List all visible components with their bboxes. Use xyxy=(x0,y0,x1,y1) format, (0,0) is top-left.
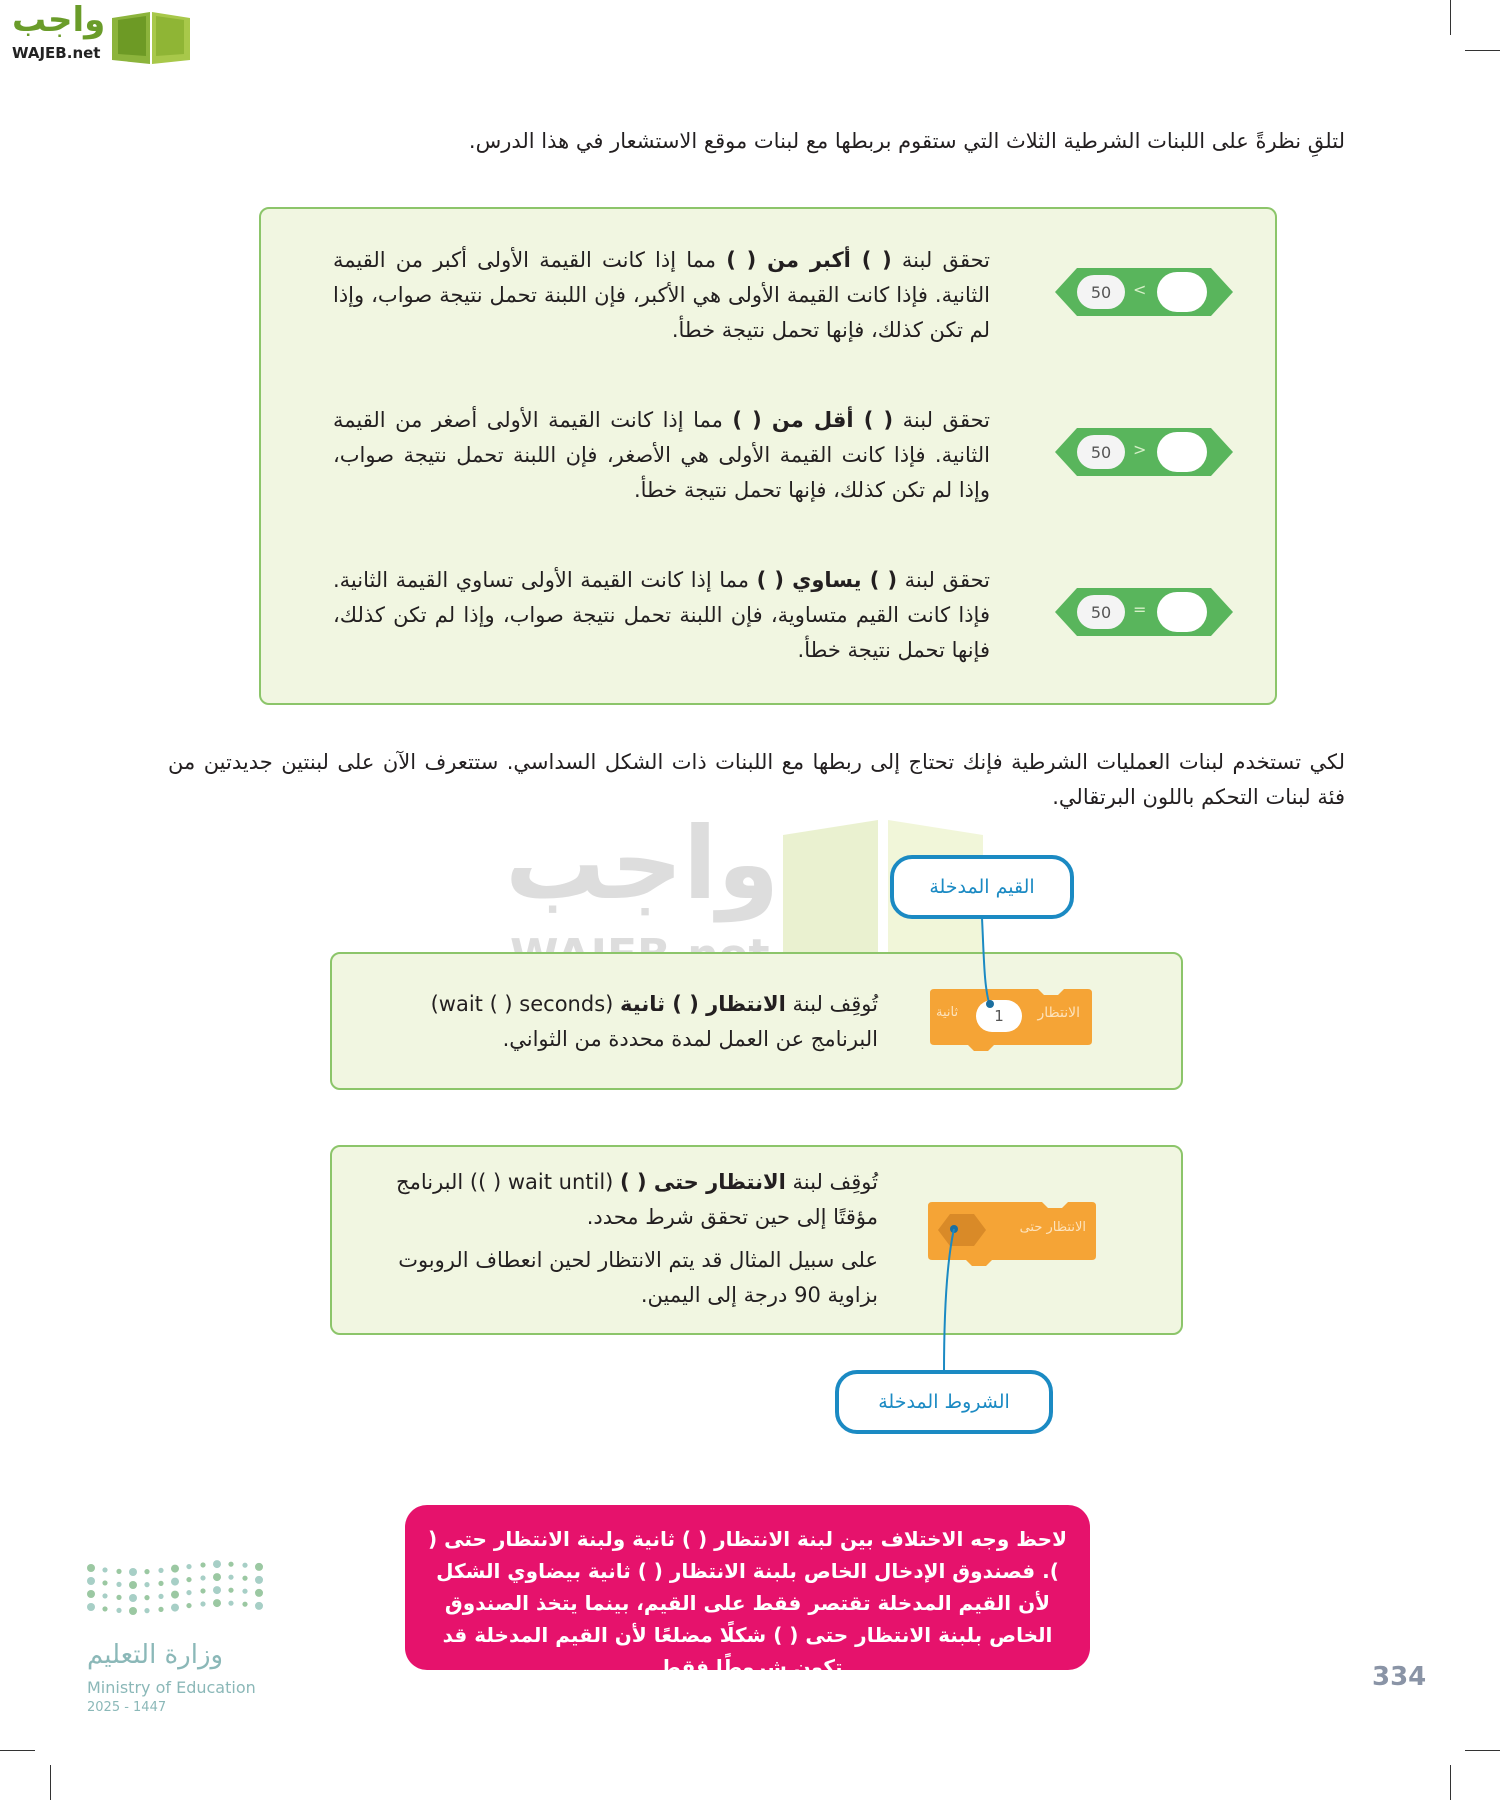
callout-input-values: القيم المدخلة xyxy=(890,855,1074,919)
block-second-value[interactable] xyxy=(1157,432,1207,472)
paragraph-orange-blocks: لكي تستخدم لبنات العمليات الشرطية فإنك تحتاج إلى ربطها مع اللبنات ذات الشكل السداسي. ستتعرف الآن على لبنتين جديدتين من فئة لبنات التحكم باللون البرتقالي. xyxy=(168,750,1345,809)
wait-seconds-description xyxy=(368,987,878,1057)
watermark-arabic: واجب xyxy=(505,805,780,922)
crop-mark xyxy=(50,1765,51,1800)
ministry-english: Ministry of Education xyxy=(87,1678,256,1697)
ministry-emblem-icon xyxy=(85,1560,270,1620)
crop-mark xyxy=(1450,1765,1451,1800)
block-first-value[interactable]: 50 xyxy=(1077,275,1125,309)
block-label: الانتظار xyxy=(1037,1005,1080,1021)
text: مما إذا كانت القيمة الأولى تساوي القيمة الثانية. فإذا كانت القيم متساوية، فإن اللبنة تحمل نتيجة صواب، وإذا لم تكن كذلك، فإنها تحمل نتيجة خطأ. xyxy=(333,568,990,662)
page-number: 334 xyxy=(1372,1662,1427,1692)
text: مما إذا كانت القيمة الأولى أكبر من القيمة الثانية. فإذا كانت القيمة الأولى هي الأكبر، فإن اللبنة تحمل نتيجة صواب، وإذا لم تكن كذلك، فإنها تحمل نتيجة خطأ. xyxy=(333,248,990,342)
operator-description xyxy=(333,243,990,348)
operator-block xyxy=(1055,268,1233,316)
bold-term: ( ) يساوي ( ) xyxy=(756,568,898,592)
text: (wait until ( )) البرنامج مؤقتًا إلى حين تحقق شرط محدد. xyxy=(396,1170,878,1229)
wait-seconds-block xyxy=(928,987,1094,1055)
callout-connector xyxy=(980,918,1000,1008)
operator-description xyxy=(333,403,990,508)
text: تحقق لبنة xyxy=(891,248,990,272)
block-first-value[interactable]: 50 xyxy=(1077,435,1125,469)
crop-mark xyxy=(1465,1750,1500,1751)
ministry-logo xyxy=(85,1560,275,1720)
ministry-year: 2025 - 1447 xyxy=(87,1700,167,1715)
wait-until-description xyxy=(358,1165,878,1313)
bold-term: الانتظار ( ) ثانية xyxy=(620,992,786,1016)
logo-arabic: واجب xyxy=(12,0,106,40)
book-icon xyxy=(108,6,194,66)
text: تحقق لبنة xyxy=(893,408,991,432)
operator-block xyxy=(1055,588,1233,636)
bold-term: ( ) أقل من ( ) xyxy=(732,408,894,432)
crop-mark xyxy=(0,1750,35,1751)
crop-mark xyxy=(1465,50,1500,51)
intro-text: لتلقِ نظرةً على اللبنات الشرطية الثلاث التي ستقوم بربطها مع لبنات موقع الاستشعار في هذا الدرس. xyxy=(468,129,1345,153)
operator-block xyxy=(1055,428,1233,476)
logo-latin: WAJEB.net xyxy=(12,44,101,62)
crop-mark xyxy=(1450,0,1451,35)
wait-until-text xyxy=(358,1165,878,1235)
ministry-arabic: وزارة التعليم xyxy=(87,1640,224,1670)
block-second-value[interactable] xyxy=(1157,272,1207,312)
block-first-value[interactable]: 50 xyxy=(1077,595,1125,629)
wait-until-example: على سبيل المثال قد يتم الانتظار لحين انعطاف الروبوت بزاوية 90 درجة إلى اليمين. xyxy=(398,1248,878,1307)
block-unit: ثانية xyxy=(936,1005,959,1020)
block-label: الانتظار حتى xyxy=(1019,1220,1086,1235)
bold-term: ( ) أكبر من ( ) xyxy=(726,248,892,272)
block-operator-symbol: > xyxy=(1133,440,1147,459)
text: تُوقِف لبنة xyxy=(785,1170,878,1194)
text: تحقق لبنة xyxy=(897,568,991,592)
callout-input-conditions: الشروط المدخلة xyxy=(835,1370,1053,1434)
text: (wait ( ) seconds) البرنامج عن العمل لمدة محددة من الثواني. xyxy=(430,992,878,1051)
block-operator-symbol: = xyxy=(1133,600,1147,619)
callout-connector xyxy=(940,1225,960,1373)
operator-description xyxy=(333,563,990,668)
note-box: لاحظ وجه الاختلاف بين لبنة الانتظار ( ) ثانية ولبنة الانتظار حتى ( ). فصندوق الإدخال الخاص بلبنة الانتظار ( ) ثانية بيضاوي الشكل لأن القيم المدخلة تقتصر فقط على القيم، بينما يتخذ الصندوق الخاص بلبنة الانتظار حتى ( ) شكلًا مضلعًا لأن القيم المدخلة قد تكون شروطًا فقط. xyxy=(405,1505,1090,1670)
bold-term: الانتظار حتى ( ) xyxy=(620,1170,786,1194)
text: مما إذا كانت القيمة الأولى أصغر من القيمة الثانية. فإذا كانت القيمة الأولى هي الأصغر، فإن اللبنة تحمل نتيجة صواب، وإذا لم تكن كذلك، فإنها تحمل نتيجة خطأ. xyxy=(333,408,990,502)
block-second-value[interactable] xyxy=(1157,592,1207,632)
wajeb-logo xyxy=(8,0,193,66)
text: تُوقِف لبنة xyxy=(785,992,878,1016)
block-value-input[interactable]: 1 xyxy=(976,1000,1022,1032)
block-operator-symbol: < xyxy=(1133,280,1147,299)
